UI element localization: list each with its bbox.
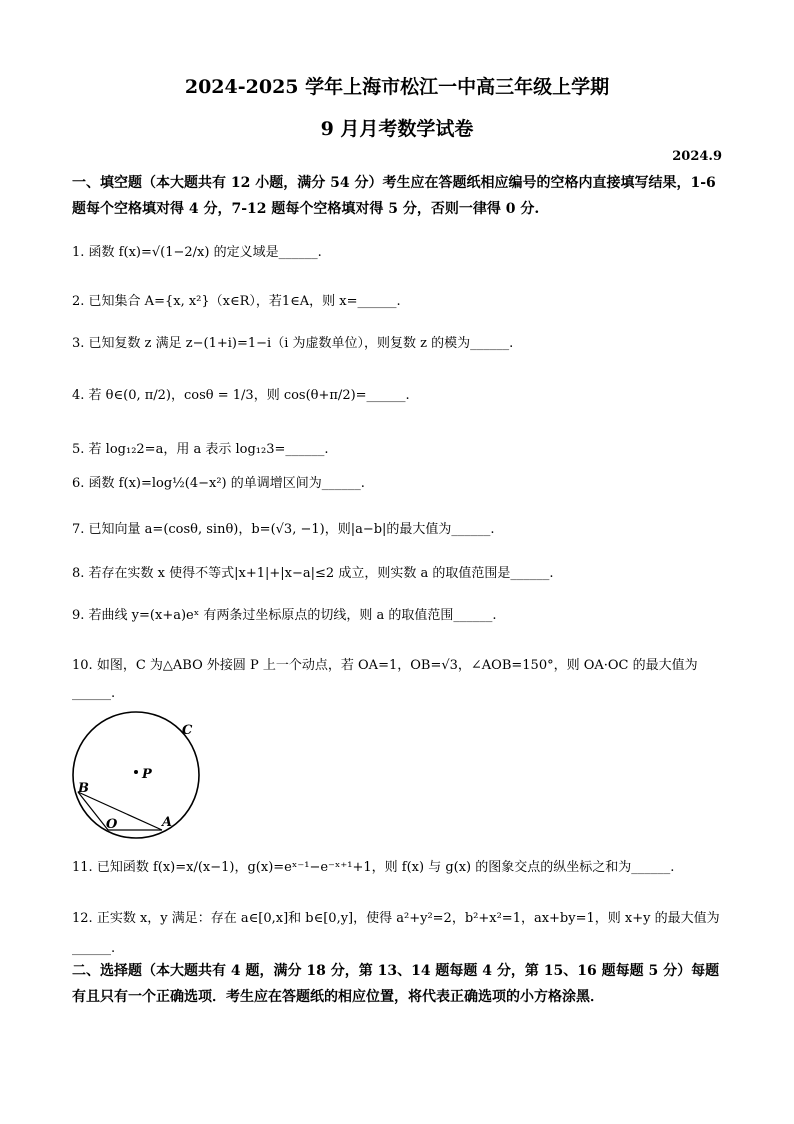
exam-title: 2024-2025 学年上海市松江一中高三年级上学期 [184,76,610,98]
label-P: P [142,767,152,782]
question-2: 2. 已知集合 A={x, x²}（x∈R），若1∈A，则 x=______. [72,294,401,309]
segment-BO [78,792,108,830]
label-O: O [106,817,118,832]
question-7: 7. 已知向量 a=(cosθ, sinθ)，b=(√3, −1)，则|a−b|的最大值为______. [72,522,495,537]
center-point [134,770,138,774]
question-12: 12. 正实数 x，y 满足：存在 a∈[0,x]和 b∈[0,y]，使得 a²+y²=2，b²+x²=1，ax+by=1，则 x+y 的最大值为______. [72,911,720,956]
question-11: 11. 已知函数 f(x)=x/(x−1)，g(x)=eˣ⁻¹−e⁻ˣ⁺¹+1，则 f(x) 与 g(x) 的图象交点的纵坐标之和为______. [72,860,675,875]
label-C: C [182,723,193,738]
section1-heading: 一、填空题（本大题共有 12 小题，满分 54 分）考生应在答题纸相应编号的空格内直接填写结果，1-6 题每个空格填对得 4 分，7-12 题每个空格填对得 5 分，否则一律得 0 分. [72,175,716,217]
question-1: 1. 函数 f(x)=√(1−2/x) 的定义域是______. [72,245,322,260]
circle-figure [70,710,230,850]
question-5: 5. 若 log₁₂2=a，用 a 表示 log₁₂3=______. [72,442,329,457]
circumcircle [73,712,199,838]
exam-date: 2024.9 [672,149,722,164]
label-A: A [162,815,173,830]
exam-subtitle: 9 月月考数学试卷 [320,118,474,140]
question-4: 4. 若 θ∈(0, π/2)，cosθ = 1/3，则 cos(θ+π/2)=______. [72,388,410,403]
section2-heading: 二、选择题（本大题共有 4 题，满分 18 分，第 13、14 题每题 4 分，第 15、16 题每题 5 分）每题有且只有一个正确选项．考生应在答题纸的相应位置，将代表正确选项的小方格涂黑． [72,963,720,1005]
question-9: 9. 若曲线 y=(x+a)eˣ 有两条过坐标原点的切线，则 a 的取值范围______. [72,608,497,623]
question-8: 8. 若存在实数 x 使得不等式|x+1|+|x−a|≤2 成立，则实数 a 的取值范围是______. [72,566,554,581]
question-10: 10. 如图，C 为△ABO 外接圆 P 上一个动点，若 OA=1，OB=√3，∠AOB=150°，则 OA·OC 的最大值为______. [72,658,698,701]
segment-BA [78,792,162,830]
label-B: B [78,781,89,796]
question-3: 3. 已知复数 z 满足 z−(1+i)=1−i（i 为虚数单位），则复数 z 的模为______. [72,336,514,351]
question-6: 6. 函数 f(x)=log½(4−x²) 的单调增区间为______. [72,476,365,491]
